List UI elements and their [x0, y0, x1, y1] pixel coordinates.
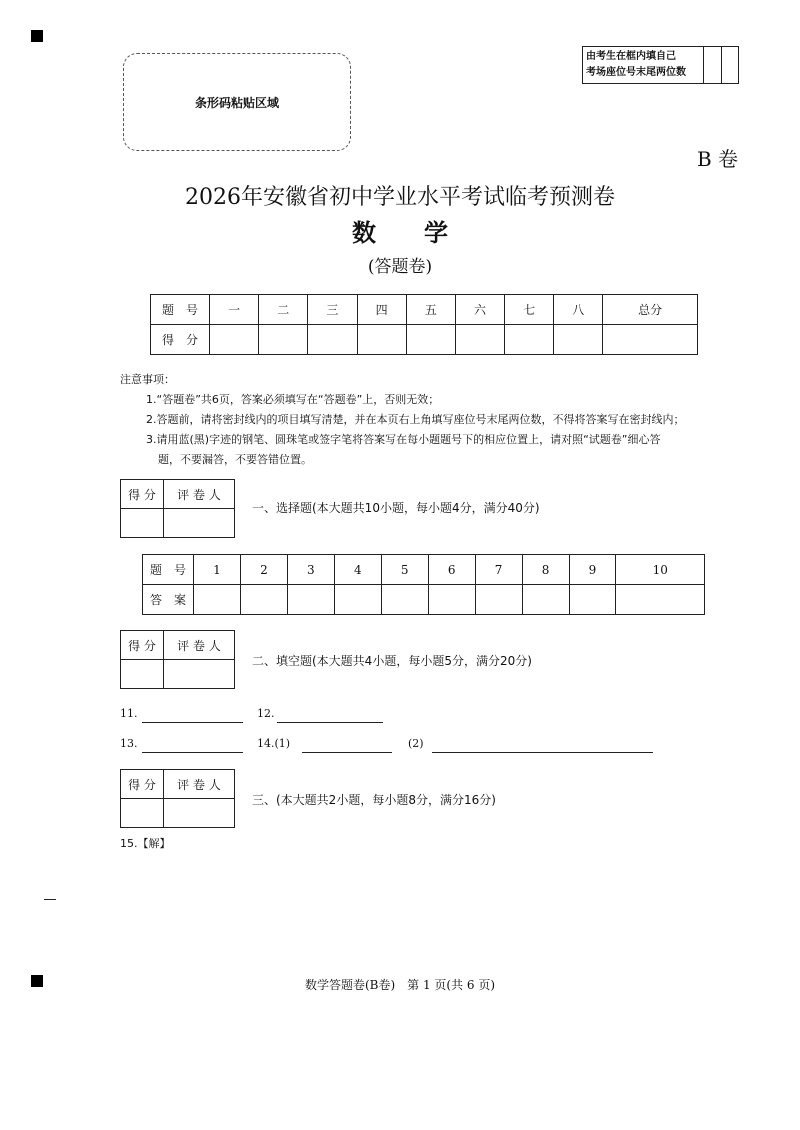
- seat-note-line2: 考场座位号末尾两位数: [586, 67, 686, 78]
- choice-answer-row: [143, 585, 705, 615]
- choice-number: 4: [334, 555, 381, 585]
- choice-answer-table: [142, 554, 705, 615]
- score-header-cell: 六: [455, 295, 504, 325]
- score-header-cell: 题 号: [151, 295, 210, 325]
- answer-cell[interactable]: [475, 585, 522, 615]
- choice-row-label: 题 号: [143, 555, 194, 585]
- section3-heading: 三、(本大题共2小题，每小题8分，满分16分): [252, 793, 496, 807]
- grader-score-cell[interactable]: [121, 799, 164, 828]
- choice-number: 2: [240, 555, 287, 585]
- note-item-3-cont: 题，不要漏答，不要答错位置。: [158, 453, 312, 466]
- sheet-type: (答题卷): [367, 257, 433, 277]
- grader-score-cell[interactable]: [121, 509, 164, 538]
- score-header-cell: 八: [554, 295, 603, 325]
- note-item-3: 3.请用蓝(黑)字迹的钢笔、圆珠笔或签字笔将答案写在每小题题号下的相应位置上，请对照“试题卷”细心答: [146, 433, 661, 446]
- grader-box-3: [120, 769, 235, 828]
- note-item-1: 1.“答题卷”共6页，答案必须填写在“答题卷”上，否则无效；: [146, 393, 440, 406]
- page-title: 2026年安徽省初中学业水平考试临考预测卷: [185, 185, 615, 210]
- score-table-header-row: [151, 295, 698, 325]
- score-header-cell: 五: [406, 295, 455, 325]
- paper-version: B 卷: [696, 147, 738, 171]
- score-cell[interactable]: [308, 325, 357, 355]
- fold-mark: [44, 899, 56, 900]
- q14-1-answer-line[interactable]: [302, 738, 392, 753]
- choice-number: 9: [569, 555, 616, 585]
- score-cell[interactable]: [505, 325, 554, 355]
- grader-score-cell[interactable]: [121, 660, 164, 689]
- score-cell[interactable]: [455, 325, 504, 355]
- score-header-cell: 二: [259, 295, 308, 325]
- choice-number: 7: [475, 555, 522, 585]
- q15-label: 15.【解】: [120, 837, 171, 850]
- grader-score-label: 得 分: [121, 480, 164, 509]
- q13-label: 13.: [120, 737, 138, 750]
- choice-number: 6: [428, 555, 475, 585]
- note-item-2: 2.答题前，请将密封线内的项目填写清楚，并在本页右上角填写座位号末尾两位数，不得将答案写在密封线内；: [146, 413, 685, 426]
- barcode-area: [123, 53, 351, 151]
- q11-answer-line[interactable]: [142, 708, 243, 723]
- score-cell[interactable]: [210, 325, 259, 355]
- score-header-cell: 一: [210, 295, 259, 325]
- grader-reviewer-cell[interactable]: [164, 799, 235, 828]
- grader-reviewer-cell[interactable]: [164, 509, 235, 538]
- answer-cell[interactable]: [616, 585, 705, 615]
- score-table-score-row: [151, 325, 698, 355]
- answer-cell[interactable]: [287, 585, 334, 615]
- score-cell[interactable]: [603, 325, 698, 355]
- q11-label: 11.: [120, 707, 138, 720]
- score-header-cell: 总分: [603, 295, 698, 325]
- q13-answer-line[interactable]: [142, 738, 243, 753]
- section1-heading: 一、选择题(本大题共10小题，每小题4分，满分40分): [252, 501, 540, 515]
- choice-number: 5: [381, 555, 428, 585]
- q12-answer-line[interactable]: [277, 708, 383, 723]
- score-header-cell: 三: [308, 295, 357, 325]
- answer-row-label: 答 案: [143, 585, 194, 615]
- grader-score-label: 得 分: [121, 631, 164, 660]
- answer-cell[interactable]: [240, 585, 287, 615]
- seat-digit-cell-2[interactable]: [721, 47, 739, 83]
- notes-heading: 注意事项：: [120, 373, 175, 386]
- notes: [120, 370, 685, 470]
- seat-number-box: [582, 46, 739, 84]
- seat-note: [583, 47, 703, 83]
- choice-number: 8: [522, 555, 569, 585]
- barcode-label: 条形码粘贴区域: [194, 95, 279, 110]
- score-cell[interactable]: [357, 325, 406, 355]
- q14-label: 14.(1): [257, 737, 291, 750]
- score-cell[interactable]: [406, 325, 455, 355]
- answer-cell[interactable]: [381, 585, 428, 615]
- section2-heading: 二、填空题(本大题共4小题，每小题5分，满分20分): [252, 654, 532, 668]
- choice-number: 3: [287, 555, 334, 585]
- score-table: [150, 294, 698, 355]
- choice-number: 1: [194, 555, 241, 585]
- answer-cell[interactable]: [334, 585, 381, 615]
- seat-note-line1: 由考生在框内填自己: [586, 51, 676, 62]
- score-header-cell: 七: [505, 295, 554, 325]
- grader-reviewer-cell[interactable]: [164, 660, 235, 689]
- seat-digit-cell-1[interactable]: [703, 47, 721, 83]
- grader-reviewer-label: 评 卷 人: [164, 631, 235, 660]
- score-cell[interactable]: [554, 325, 603, 355]
- subject-title: 数学: [352, 218, 496, 247]
- answer-cell[interactable]: [569, 585, 616, 615]
- grader-box-1: [120, 479, 235, 538]
- q12-label: 12.: [257, 707, 275, 720]
- grader-reviewer-label: 评 卷 人: [164, 770, 235, 799]
- score-header-cell: 四: [357, 295, 406, 325]
- grader-reviewer-label: 评 卷 人: [164, 480, 235, 509]
- choice-number-row: [143, 555, 705, 585]
- answer-cell[interactable]: [428, 585, 475, 615]
- score-row-label: 得 分: [151, 325, 210, 355]
- page-footer: 数学答题卷(B卷) 第 1 页(共 6 页): [304, 978, 496, 992]
- alignment-mark-top: [31, 30, 43, 42]
- q14-2-answer-line[interactable]: [432, 738, 653, 753]
- grader-score-label: 得 分: [121, 770, 164, 799]
- q14-2-label: (2): [408, 737, 424, 750]
- score-cell[interactable]: [259, 325, 308, 355]
- choice-number: 10: [616, 555, 705, 585]
- answer-cell[interactable]: [194, 585, 241, 615]
- grader-box-2: [120, 630, 235, 689]
- answer-cell[interactable]: [522, 585, 569, 615]
